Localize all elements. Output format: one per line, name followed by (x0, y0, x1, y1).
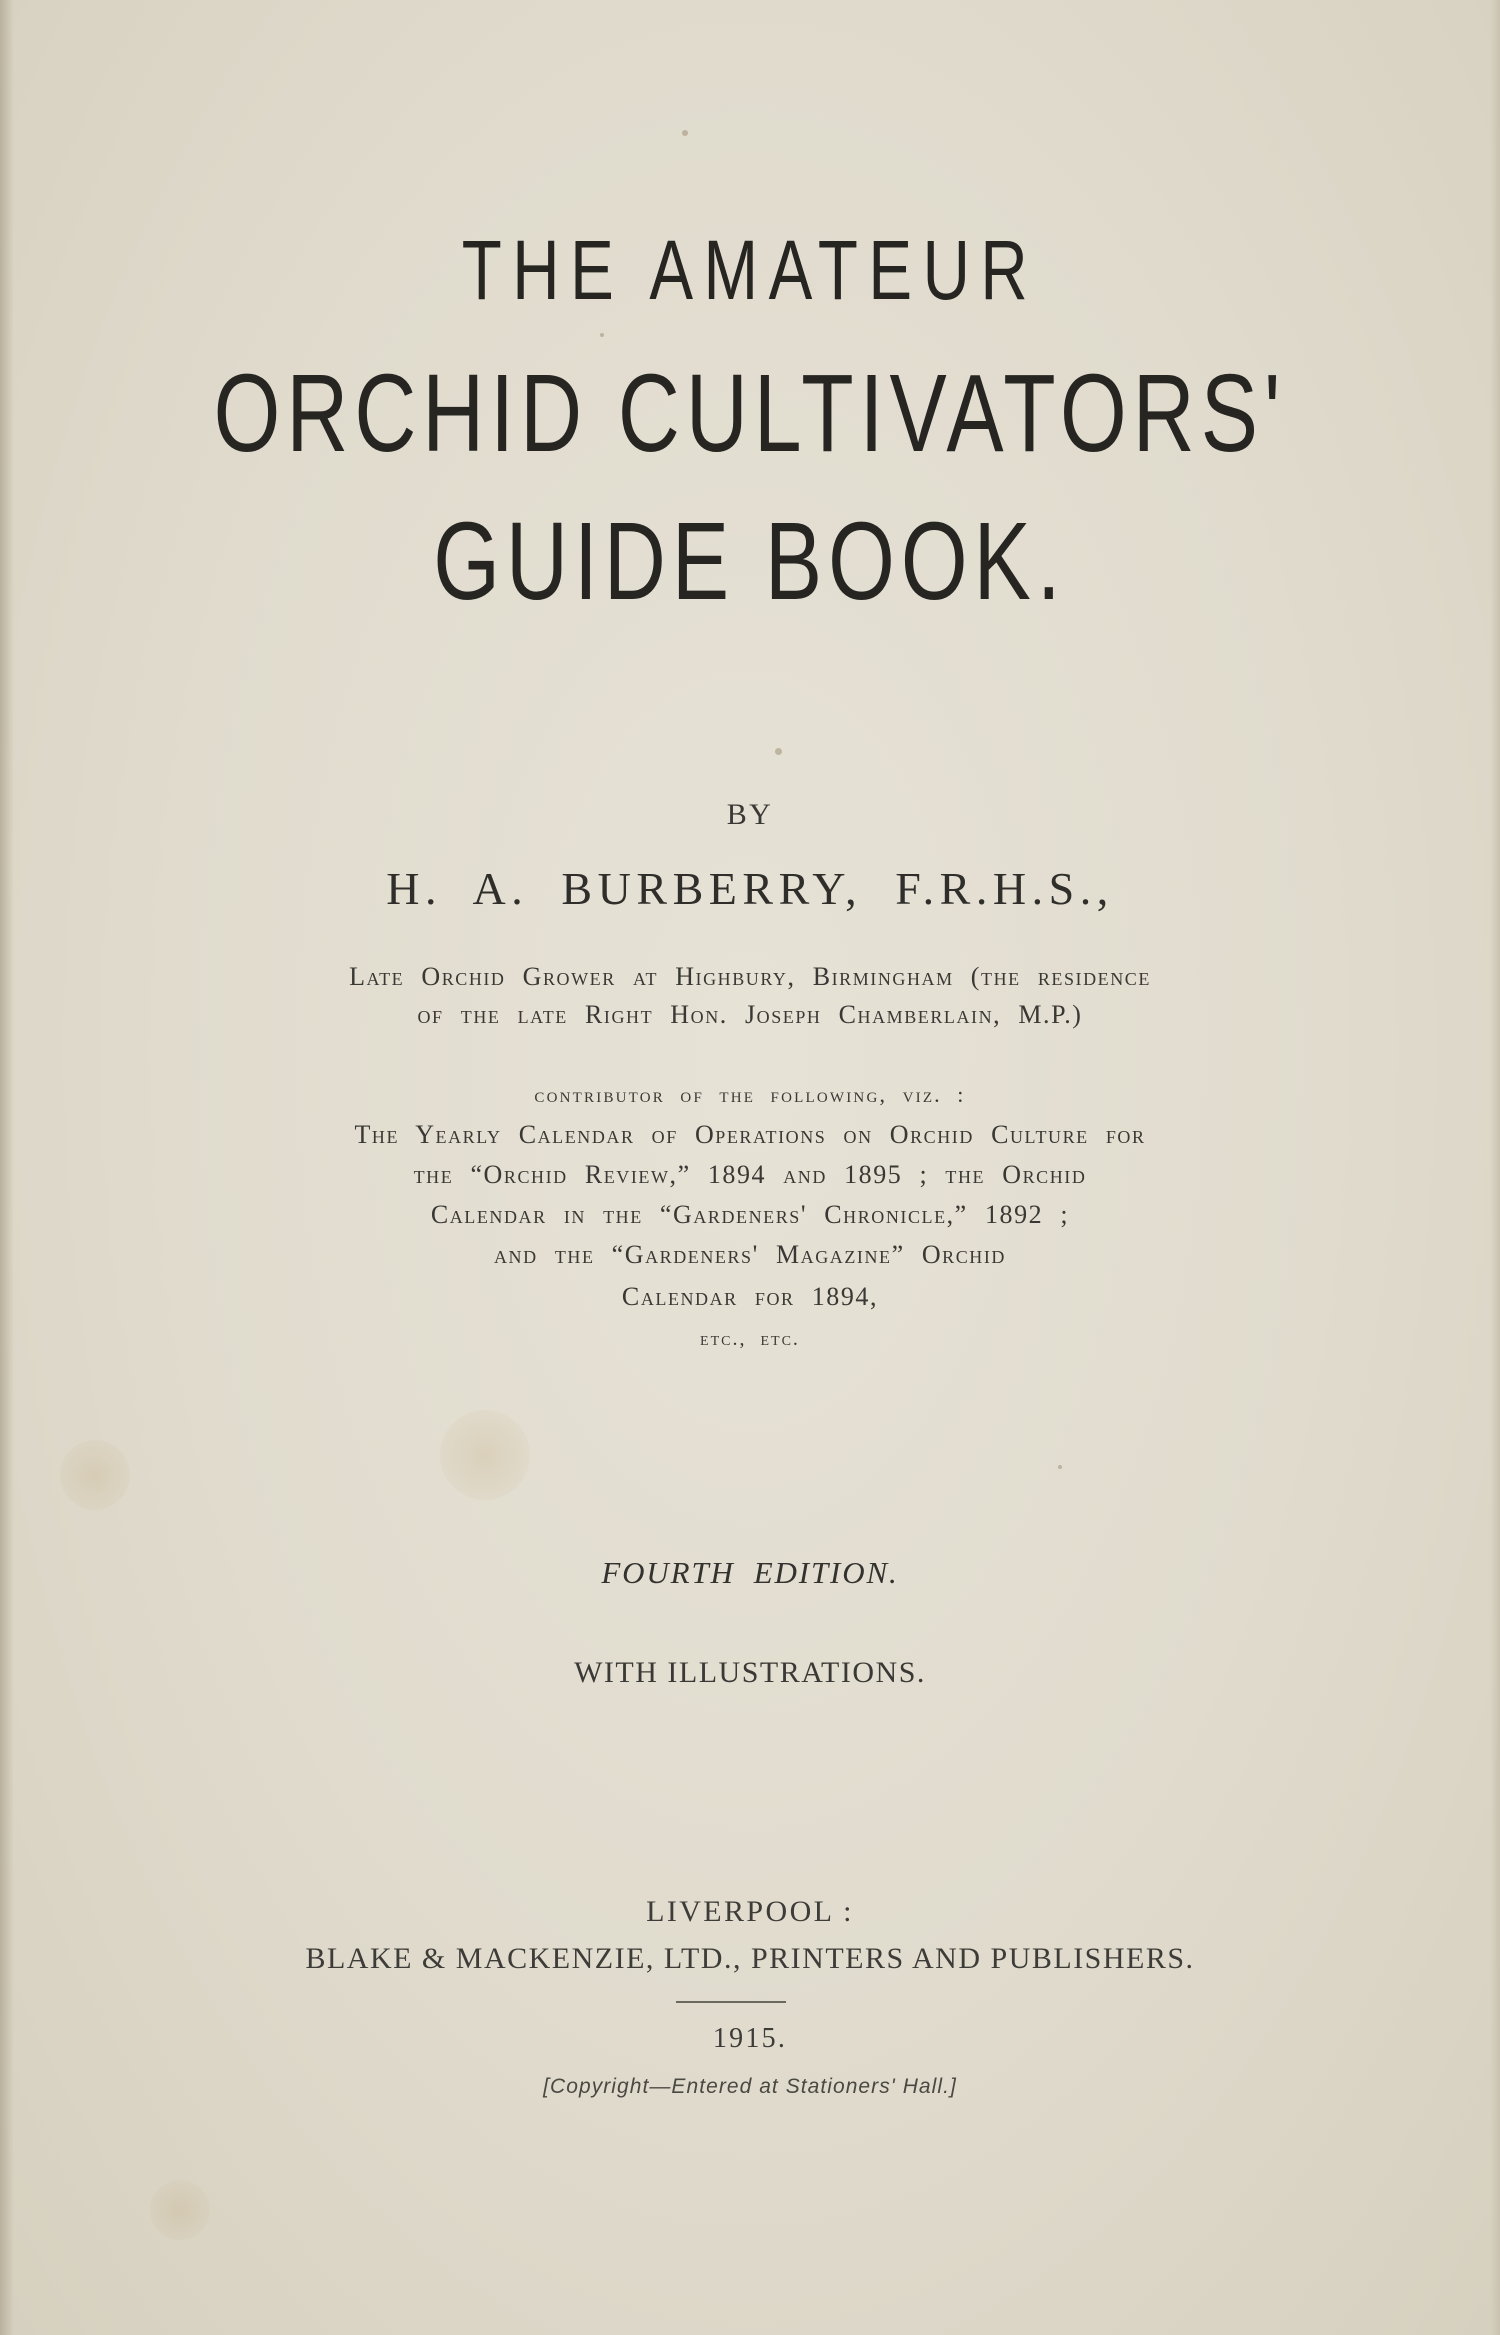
author-credentials-line-2: of the late Right Hon. Joseph Chamberlain, M.P.) (417, 1000, 1083, 1029)
paper-stain (150, 2180, 210, 2240)
contributions-line-4: and the “Gardeners' Magazine” Orchid (494, 1240, 1006, 1269)
contributions-line-2: the “Orchid Review,” 1894 and 1895 ; the Orchid (413, 1160, 1087, 1189)
book-title-line-1: THE AMATEUR (461, 223, 1039, 317)
paper-speck (775, 748, 782, 755)
imprint-publisher: BLAKE & MACKENZIE, LTD., PRINTERS AND PUBLISHERS. (305, 1942, 1195, 1975)
contributions-intro: contributor of the following, viz. : (534, 1082, 966, 1107)
illustrations-label: WITH ILLUSTRATIONS. (574, 1656, 926, 1689)
paper-stain (440, 1410, 530, 1500)
contributions-line-5: Calendar for 1894, (621, 1282, 879, 1311)
edition-label: FOURTH EDITION. (601, 1555, 899, 1590)
author-name: H. A. BURBERRY, F.R.H.S., (386, 863, 1114, 914)
book-title-line-2: ORCHID CULTIVATORS' (213, 352, 1287, 475)
contributions-line-3: Calendar in the “Gardeners' Chronicle,” 1892 ; (430, 1200, 1070, 1229)
imprint-divider (676, 2001, 786, 2003)
imprint-year: 1915. (712, 2023, 788, 2054)
author-credentials-line-1: Late Orchid Grower at Highbury, Birmingham (the residence (349, 962, 1151, 991)
paper-speck (1058, 1465, 1062, 1469)
copyright-notice: [Copyright—Entered at Stationers' Hall.] (543, 2075, 957, 2098)
paper-speck (600, 333, 604, 337)
paper-speck (682, 130, 688, 136)
contributions-etc: etc., etc. (700, 1328, 800, 1350)
imprint-place: LIVERPOOL : (646, 1895, 854, 1928)
paper-stain (60, 1440, 130, 1510)
book-title-line-3: GUIDE BOOK. (433, 500, 1067, 623)
contributions-line-1: The Yearly Calendar of Operations on Orchid Culture for (354, 1120, 1146, 1149)
byline: BY (726, 798, 774, 831)
